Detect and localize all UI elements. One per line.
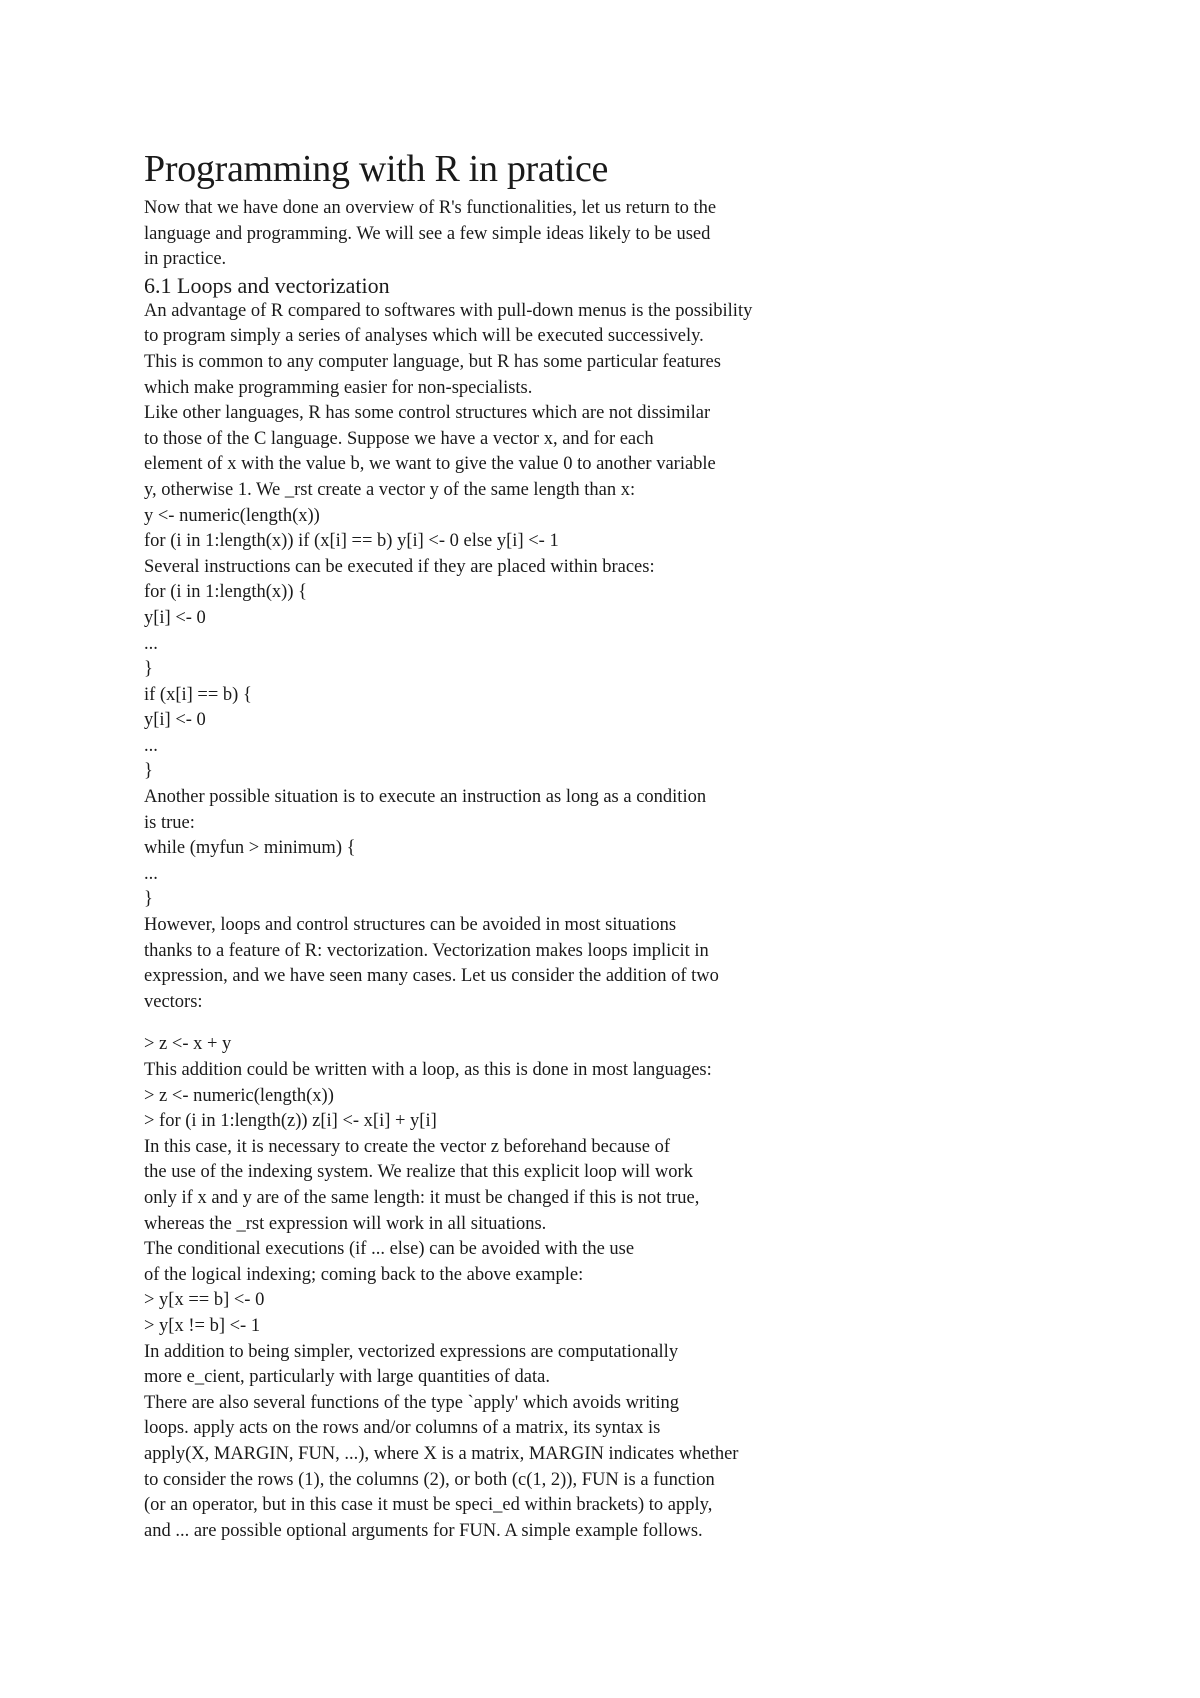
body-line: (or an operator, but in this case it must be speci_ed within brackets) to apply, xyxy=(144,1495,713,1516)
body-line: loops. apply acts on the rows and/or columns of a matrix, its syntax is xyxy=(144,1418,661,1439)
code-line: > z <- numeric(length(x)) xyxy=(144,1085,334,1106)
body-line: y, otherwise 1. We _rst create a vector y of the same length than x: xyxy=(144,479,636,500)
code-line: if (x[i] == b) { xyxy=(144,684,252,705)
body-line: of the logical indexing; coming back to the above example: xyxy=(144,1264,584,1285)
code-line: for (i in 1:length(x)) if (x[i] == b) y[i] <- 0 else y[i] <- 1 xyxy=(144,531,559,552)
body-line: In addition to being simpler, vectorized expressions are computationally xyxy=(144,1341,679,1362)
body-line: This is common to any computer language, but R has some particular features xyxy=(144,351,721,372)
body-line: apply(X, MARGIN, FUN, ...), where X is a matrix, MARGIN indicates whether xyxy=(144,1443,739,1464)
document-title: Programming with R in pratice xyxy=(144,148,609,190)
body-line: is true: xyxy=(144,812,195,833)
body-line: to consider the rows (1), the columns (2), or both (c(1, 2)), FUN is a function xyxy=(144,1469,715,1490)
body-line: to those of the C language. Suppose we have a vector x, and for each xyxy=(144,428,654,449)
body-line: The conditional executions (if ... else) can be avoided with the use xyxy=(144,1239,635,1260)
code-line: > z <- x + y xyxy=(144,1034,232,1055)
code-line: y[i] <- 0 xyxy=(144,710,206,731)
code-line: ... xyxy=(144,633,158,654)
code-line: ... xyxy=(144,735,158,756)
body-line: Several instructions can be executed if they are placed within braces: xyxy=(144,556,655,577)
paragraph-gap xyxy=(144,1015,1144,1032)
body-line: which make programming easier for non-specialists. xyxy=(144,377,533,398)
intro-line: language and programming. We will see a few simple ideas likely to be used xyxy=(144,223,711,244)
body-line: to program simply a series of analyses which will be executed successively. xyxy=(144,326,704,347)
body-line: the use of the indexing system. We realize that this explicit loop will work xyxy=(144,1162,693,1183)
code-line: > y[x != b] <- 1 xyxy=(144,1315,261,1336)
body-line: only if x and y are of the same length: it must be changed if this is not true, xyxy=(144,1187,700,1208)
body-line: Like other languages, R has some control structures which are not dissimilar xyxy=(144,403,711,424)
code-line: y <- numeric(length(x)) xyxy=(144,505,320,526)
intro-line: Now that we have done an overview of R's functionalities, let us return to the xyxy=(144,198,717,218)
body-line: element of x with the value b, we want to give the value 0 to another variable xyxy=(144,454,716,475)
code-line: } xyxy=(144,659,153,680)
body-line: An advantage of R compared to softwares with pull-down menus is the possibility xyxy=(144,300,753,321)
code-line: > for (i in 1:length(z)) z[i] <- x[i] + y[i] xyxy=(144,1111,437,1132)
intro-paragraph xyxy=(144,196,1144,273)
body-line: whereas the _rst expression will work in all situations. xyxy=(144,1213,547,1234)
body-part-1 xyxy=(144,299,1144,1016)
body-line: There are also several functions of the type `apply' which avoids writing xyxy=(144,1392,680,1413)
body-line: vectors: xyxy=(144,991,203,1012)
body-line: However, loops and control structures can be avoided in most situations xyxy=(144,915,677,936)
body-part-2 xyxy=(144,1032,1144,1544)
body-line: thanks to a feature of R: vectorization. Vectorization makes loops implicit in xyxy=(144,940,709,961)
code-line: while (myfun > minimum) { xyxy=(144,838,356,859)
code-line: } xyxy=(144,761,153,782)
body-line: Another possible situation is to execute an instruction as long as a condition xyxy=(144,787,707,808)
body-line: and ... are possible optional arguments for FUN. A simple example follows. xyxy=(144,1520,703,1541)
code-line: ... xyxy=(144,863,158,884)
document-page xyxy=(144,146,1144,1544)
code-line: } xyxy=(144,889,153,910)
body-line: expression, and we have seen many cases. Let us consider the addition of two xyxy=(144,966,719,987)
intro-line: in practice. xyxy=(144,249,227,270)
code-line: y[i] <- 0 xyxy=(144,607,206,628)
body-line: In this case, it is necessary to create the vector z beforehand because of xyxy=(144,1136,670,1157)
section-heading: 6.1 Loops and vectorization xyxy=(144,272,390,298)
code-line: > y[x == b] <- 0 xyxy=(144,1290,265,1311)
code-line: for (i in 1:length(x)) { xyxy=(144,582,308,603)
body-line: more e_cient, particularly with large quantities of data. xyxy=(144,1367,550,1388)
body-line: This addition could be written with a loop, as this is done in most languages: xyxy=(144,1060,712,1080)
